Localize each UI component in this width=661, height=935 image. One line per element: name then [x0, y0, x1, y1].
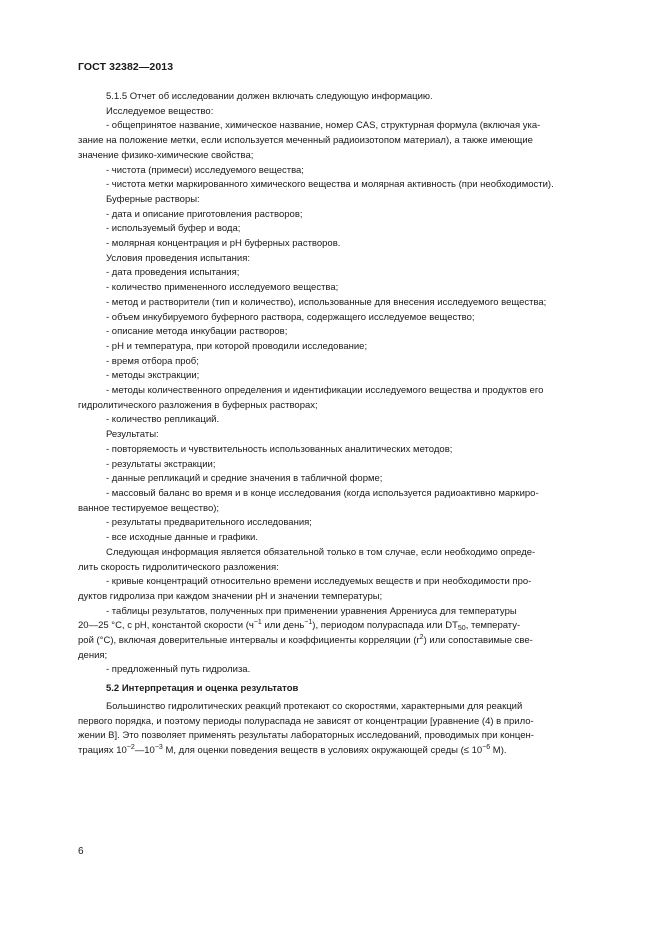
- list-item: - таблицы результатов, полученных при применении уравнения Аррениуса для температуры: [106, 605, 517, 617]
- list-item: - методы экстракции;: [106, 370, 200, 382]
- list-item: - описание метода инкубации растворов;: [106, 326, 288, 338]
- document-code: ГОСТ 32382—2013: [78, 61, 174, 73]
- list-item-continued: 20—25 °С, с pH, константой скорости ($ч^{-1}$ или день$^{-1}$), периодом полураспада или $DT_{50}$, температу-: [78, 619, 521, 633]
- list-item: - результаты экстракции;: [106, 458, 216, 470]
- clause-5-1-5: 5.1.5 Отчет об исследовании должен включать следующую информацию.: [106, 91, 433, 102]
- document-body: [78, 90, 616, 759]
- subhead-conditions: Условия проведения испытания:: [106, 252, 251, 264]
- list-item: - методы количественного определения и идентификации исследуемого вещества и продуктов его: [106, 385, 544, 397]
- list-item-continued: рой (°С), включая доверительные интервалы и коэффициенты корреляции $(r^2)$ или сопоставимые све-: [78, 634, 533, 647]
- list-item-continued: значение физико-химические свойства;: [78, 149, 254, 161]
- list-item: - объем инкубируемого буферного раствора, содержащего исследуемое вещество;: [106, 311, 475, 323]
- subhead-results: Результаты:: [106, 429, 159, 441]
- list-item: - дата проведения испытания;: [106, 267, 240, 279]
- list-item: - кривые концентраций относительно времени исследуемых веществ и при необходимости про-: [106, 576, 532, 588]
- subhead-test-substance: Исследуемое вещество:: [106, 105, 214, 117]
- list-item-continued: ванное тестируемое вещество);: [78, 502, 220, 514]
- list-item: - чистота метки маркированного химического вещества и молярная активность (при необходимости).: [106, 179, 554, 191]
- list-item: - молярная концентрация и pH буферных растворов.: [106, 238, 341, 250]
- section-heading-5-2: 5.2 Интерпретация и оценка результатов: [106, 683, 299, 695]
- list-item-continued: дуктов гидролиза при каждом значении pH и значении температуры;: [78, 590, 383, 602]
- mandatory-info-intro-continued: лить скорость гидролитического разложения:: [78, 561, 279, 573]
- mandatory-info-intro: Следующая информация является обязательной только в том случае, если необходимо опреде-: [106, 546, 536, 558]
- list-item: - количество репликаций.: [106, 414, 220, 426]
- subhead-buffers: Буферные растворы:: [106, 193, 200, 205]
- list-item: - используемый буфер и вода;: [106, 223, 241, 235]
- list-item: - массовый баланс во время и в конце исследования (когда используется радиоактивно маркиро-: [106, 487, 539, 499]
- list-item: - время отбора проб;: [106, 355, 199, 367]
- list-item: - дата и описание приготовления растворов;: [106, 208, 303, 220]
- list-item: - метод и растворители (тип и количество), использованные для внесения исследуемого вещества;: [106, 296, 547, 308]
- list-item: - чистота (примеси) исследуемого вещества;: [106, 164, 304, 176]
- paragraph-line: Большинство гидролитических реакций протекают со скоростями, характерными для реакций: [106, 700, 523, 712]
- list-item-continued: дения;: [78, 649, 108, 661]
- list-item: - данные репликаций и средние значения в табличной форме;: [106, 473, 383, 485]
- list-item: - результаты предварительного исследования;: [106, 517, 312, 529]
- paragraph-line: первого порядка, и поэтому периоды полураспада не зависят от концентрации [уравнение (4) в прило-: [78, 715, 534, 727]
- paragraph-line: трациях $10^{-2}—10^{-3}$ М, для оценки поведения веществ в условиях окружающей среды (≤ $10^{-6}$ М).: [78, 743, 507, 756]
- list-item-continued: зание на положение метки, если используется меченный радиоизотопом материал), а также имеющие: [78, 135, 533, 147]
- list-item: - pH и температура, при которой проводили исследование;: [106, 340, 368, 352]
- page-number: 6: [78, 846, 84, 857]
- list-item: - повторяемость и чувствительность использованных аналитических методов;: [106, 443, 453, 455]
- list-item: - все исходные данные и графики.: [106, 532, 259, 544]
- paragraph-line: жении В]. Это позволяет применять результаты лабораторных исследований, проводимых при концен-: [78, 730, 534, 742]
- list-item: - предложенный путь гидролиза.: [106, 664, 251, 676]
- list-item: - количество примененного исследуемого вещества;: [106, 282, 339, 294]
- list-item-continued: гидролитического разложения в буферных растворах;: [78, 399, 318, 411]
- list-item: - общепринятое название, химическое название, номер CAS, структурная формула (включая ука-: [106, 120, 541, 132]
